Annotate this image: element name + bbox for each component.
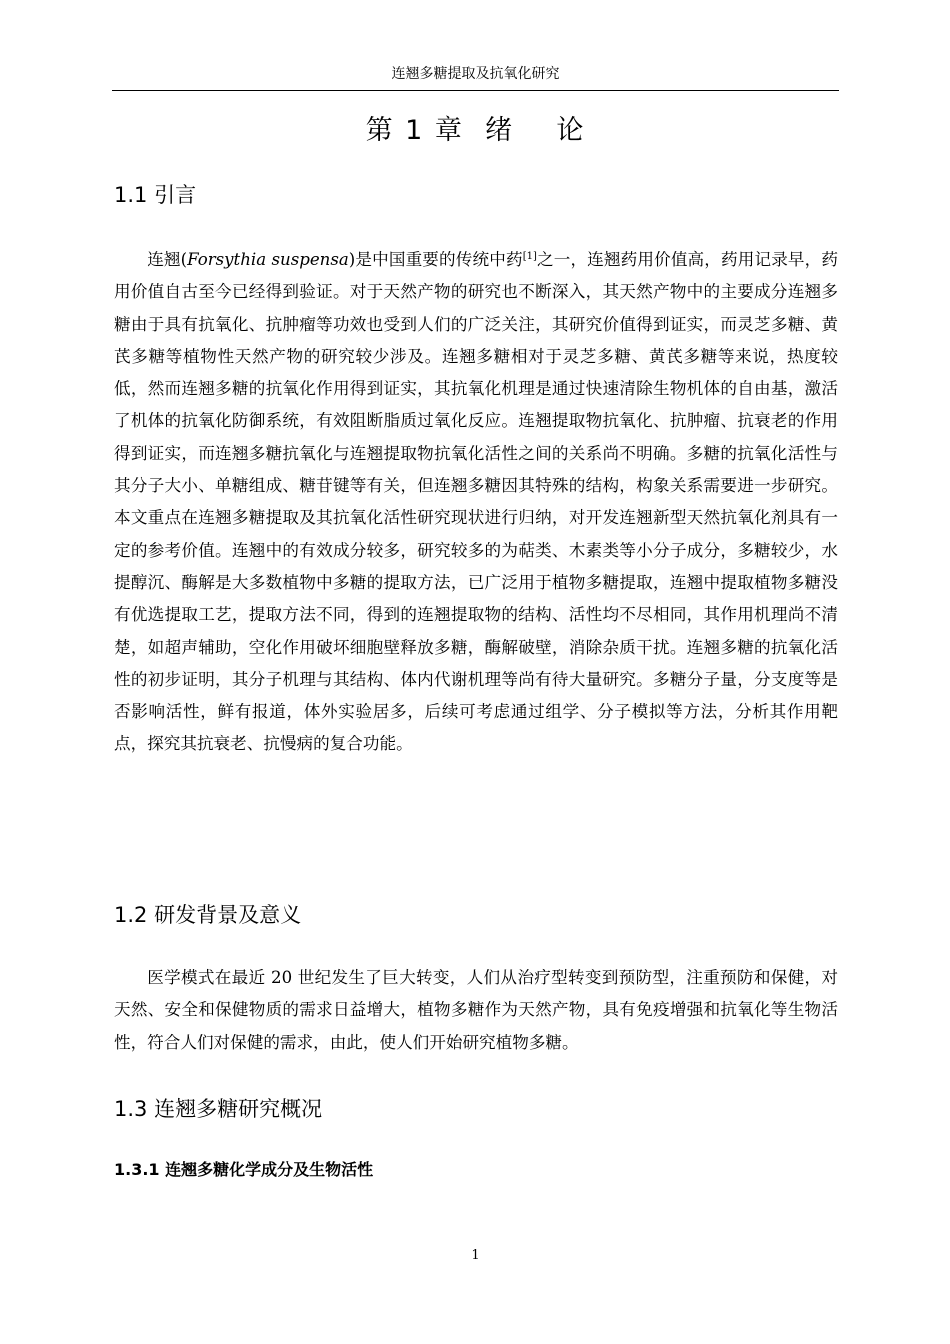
citation-ref-1[interactable]: [1] — [522, 251, 537, 262]
chapter-title: 第 1 章 绪 论 — [365, 115, 586, 146]
section-heading-1-1: 1.1 引言 — [114, 183, 197, 207]
section-heading-1-2: 1.2 研发背景及意义 — [114, 903, 302, 927]
paragraph-text-lead-cont: )是中国重要的传统中药 — [348, 250, 523, 269]
section-1-2-paragraph: 医学模式在最近 20 世纪发生了巨大转变，人们从治疗型转变到预防型，注重预防和保健，对天然、安全和保健物质的需求日益增大，植物多糖作为天然产物，具有免疫增强和抗氧化等生物活性，符合人们对保健的需求，由此，使人们开始研究植物多糖。 — [114, 968, 838, 1052]
paragraph-text-lead: 连翘( — [147, 250, 188, 269]
page-number: 1 — [471, 1248, 480, 1263]
section-heading-1-3: 1.3 连翘多糖研究概况 — [114, 1097, 323, 1121]
running-header: 连翘多糖提取及抗氧化研究 — [391, 66, 560, 82]
species-name: Forsythia suspensa — [187, 250, 349, 269]
header-divider — [112, 90, 839, 91]
subsection-heading-1-3-1: 1.3.1 连翘多糖化学成分及生物活性 — [114, 1160, 374, 1179]
section-1-1-paragraph — [114, 244, 838, 761]
paragraph-text-body: 之一，连翘药用价值高，药用记录早，药用价值自古至今已经得到验证。对于天然产物的研究也不断深入，其天然产物中的主要成分连翘多糖由于具有抗氧化、抗肿瘤等功效也受到人们的广泛关注，其研究价值得到证实，而灵芝多糖、黄芪多糖等植物性天然产物的研究较少涉及。连翘多糖相对于灵芝多糖、黄芪多糖等来说，热度较低，然而连翘多糖的抗氧化作用得到证实，其抗氧化机理是通过快速清除生物机体的自由基，激活了机体的抗氧化防御系统，有效阻断脂质过氧化反应。连翘提取物抗氧化、抗肿瘤、抗衰老的作用得到证实，而连翘多糖抗氧化与连翘提取物抗氧化活性之间的关系尚不明确。多糖的抗氧化活性与其分子大小、单糖组成、糖苷键等有关，但连翘多糖因其特殊的结构，构象关系需要进一步研究。本文重点在连翘多糖提取及其抗氧化活性研究现状进行归纳，对开发连翘新型天然抗氧化剂具有一定的参考价值。连翘中的有效成分较多，研究较多的为萜类、木素类等小分子成分，多糖较少，水提醇沉、酶解是大多数植物中多糖的提取方法，已广泛用于植物多糖提取，连翘中提取植物多糖没有优选提取工艺，提取方法不同，得到的连翘提取物的结构、活性均不尽相同，其作用机理尚不清楚，如超声辅助，空化作用破坏细胞壁释放多糖，酶解破壁，消除杂质干扰。连翘多糖的抗氧化活性的初步证明，其分子机理与其结构、体内代谢机理等尚有待大量研究。多糖分子量，分支度等是否影响活性，鲜有报道，体外实验居多，后续可考虑通过组学、分子模拟等方法，分析其作用靶点，探究其抗衰老、抗慢病的复合功能。 — [114, 250, 838, 754]
